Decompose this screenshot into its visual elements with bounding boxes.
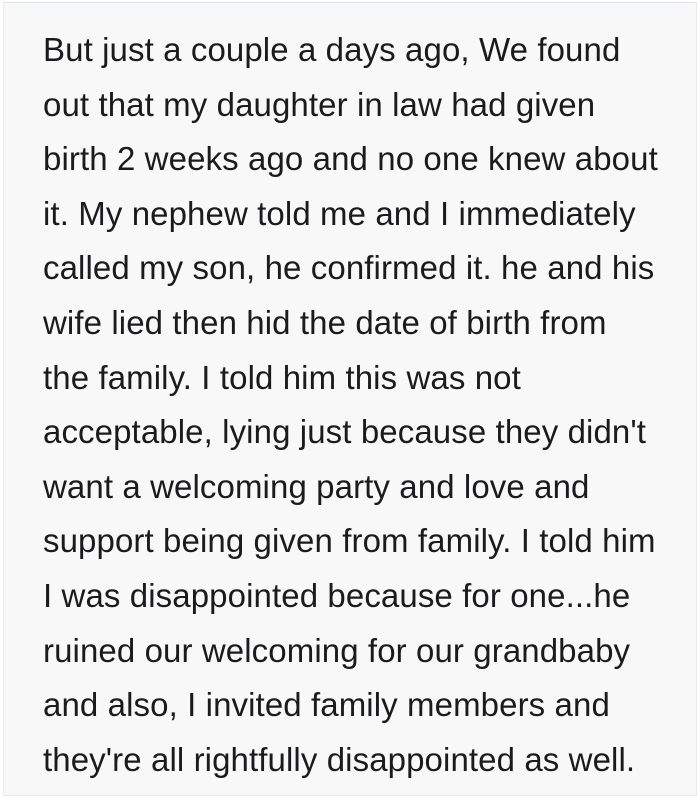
text-line: wife lied then hid the date of birth from — [43, 303, 607, 341]
text-line: support being given from family. I told him — [43, 522, 656, 560]
text-line: want a welcoming party and love and — [43, 467, 590, 505]
text-line: ruined our welcoming for our grandbaby — [43, 631, 631, 669]
text-line: they're all rightfully disappointed as well. — [43, 740, 636, 778]
text-line: and also, I invited family members and — [43, 686, 610, 724]
post-body-text — [4, 3, 696, 787]
text-line: I was disappointed because for one...he — [43, 576, 631, 614]
text-line: acceptable, lying just because they didn't — [43, 413, 647, 451]
text-line: it. My nephew told me and I immediately — [43, 194, 636, 232]
text-line: called my son, he confirmed it. he and his — [43, 249, 655, 287]
post-screenshot-panel — [3, 2, 697, 796]
text-line: the family. I told him this was not — [43, 358, 521, 396]
text-line: But just a couple a days ago, We found — [43, 31, 621, 68]
text-line: out that my daughter in law had given — [43, 85, 596, 123]
text-line: birth 2 weeks ago and no one knew about — [43, 140, 658, 178]
